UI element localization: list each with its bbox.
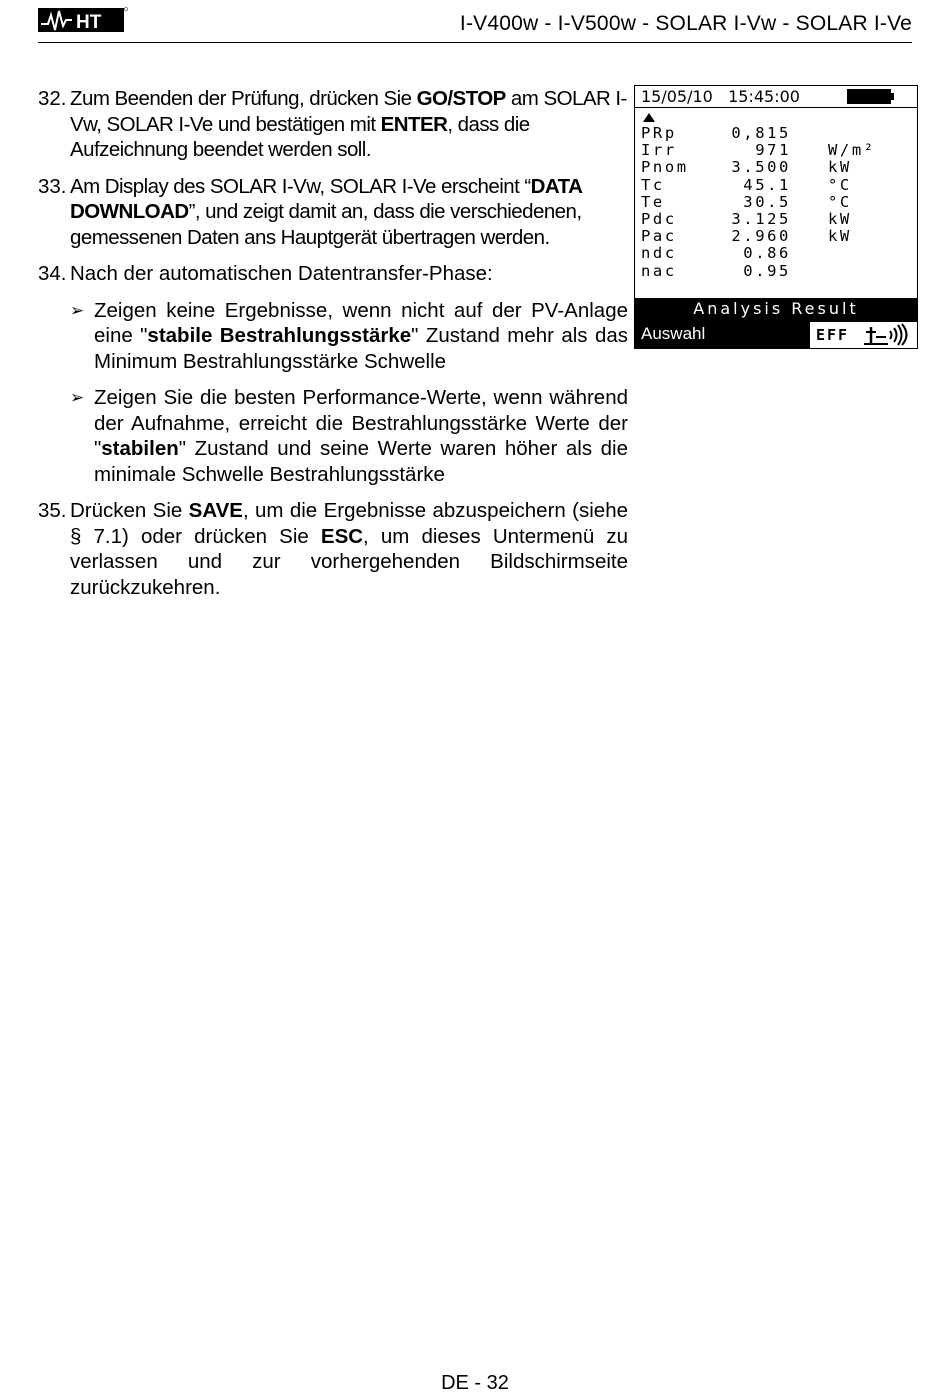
step-34: [38, 261, 628, 287]
page-number: DE - 32: [441, 1372, 509, 1394]
step-number: 33.: [38, 174, 67, 198]
status-bar: [641, 87, 800, 106]
arrow-bullet-icon: ➢: [70, 388, 85, 407]
remote-unit-signal-icon: [862, 323, 914, 346]
scroll-up-icon[interactable]: [643, 113, 655, 122]
step-number: 34.: [38, 262, 67, 285]
bullet-text: Zeigen keine Ergebnisse, wenn nicht auf der PV-Anlage eine "stabile Bestrahlungsstärke" Zustand mehr als das Minimum Bestrahlungsstärke Schwelle: [94, 298, 628, 373]
measurement-row: Pnom 3.500 kW: [641, 158, 852, 177]
step-text: Am Display des SOLAR I-Vw, SOLAR I-Ve erscheint “DATA DOWNLOAD”, und zeigt damit an, dass die verschiedenen, gemessenen Daten ans Hauptgerät übertragen werden.: [70, 174, 582, 249]
measurement-row: Irr 971 W/m²: [641, 141, 876, 160]
measurement-list: [635, 125, 917, 280]
measurement-row: nac 0.95: [641, 261, 791, 280]
bullet-item: [38, 298, 628, 375]
step-text: Zum Beenden der Prüfung, drücken Sie GO/STOP am SOLAR I-Vw, SOLAR I-Ve und bestätigen mit ENTER, dass die Aufzeichnung beendet werden soll.: [70, 87, 627, 161]
step-32: [38, 86, 628, 163]
step-text: Nach der automatischen Datentransfer-Phase:: [70, 262, 493, 285]
bullet-text: Zeigen Sie die besten Performance-Werte, wenn während der Aufnahme, erreicht die Bestrahlungsstärke Werte der "stabilen" Zustand und seine Werte waren höher als die minimale Schwelle Bestrahlungsstärke: [94, 386, 628, 486]
result-bar: [635, 298, 917, 348]
page-header: [38, 0, 912, 43]
step-33: [38, 174, 628, 251]
measurement-row: Te 30.5 °C: [641, 192, 852, 211]
device-screen: [634, 85, 918, 349]
measurement-row: PRp 0,815: [641, 124, 791, 142]
bullet-item: [38, 385, 628, 487]
time-label: 15:45:00: [728, 87, 800, 106]
measurement-row: Tc 45.1 °C: [641, 175, 852, 194]
svg-text:HT: HT: [76, 12, 102, 33]
step-text: Drücken Sie SAVE, um die Ergebnisse abzuspeichern (siehe § 7.1) oder drücken Sie ESC, um dieses Untermenü zu verlassen und zur vorhergehenden Bildschirmseite zurückzukehren.: [70, 499, 628, 599]
ht-logo: [38, 6, 128, 34]
divider: [635, 107, 917, 108]
instructions: [38, 86, 628, 611]
result-title: Analysis Result: [693, 299, 859, 318]
step-35: [38, 498, 628, 600]
eff-label: EFF: [816, 326, 850, 344]
bullet-list: [38, 298, 628, 488]
mode-indicator: [810, 322, 917, 348]
measurement-row: ndc 0.86: [641, 244, 791, 263]
step-number: 32.: [38, 87, 67, 110]
battery-icon: [847, 89, 891, 104]
arrow-bullet-icon: ➢: [70, 300, 85, 320]
select-softkey[interactable]: Auswahl: [641, 324, 706, 343]
measurement-row: Pdc 3.125 kW: [641, 209, 852, 228]
battery-tip-icon: [891, 93, 894, 100]
date-label: 15/05/10: [641, 87, 713, 106]
measurement-row: Pac 2.960 kW: [641, 227, 852, 246]
step-number: 35.: [38, 499, 67, 522]
document-title: I-V400w - I-V500w - SOLAR I-Vw - SOLAR I-Ve: [459, 12, 912, 35]
